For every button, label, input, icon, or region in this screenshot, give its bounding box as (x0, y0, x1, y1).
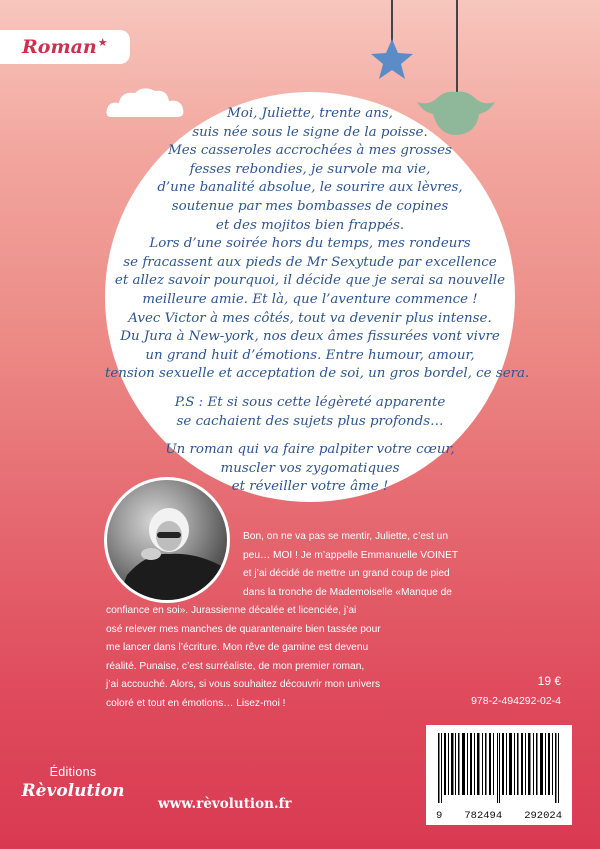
blurb-line: Lors d’une soirée hors du temps, mes rondeurs (149, 236, 471, 252)
ps-line: se cachaient des sujets plus profonds… (176, 413, 444, 429)
barcode-bars (436, 733, 562, 803)
closing-line: muscler vos zygomatiques (220, 460, 400, 476)
genre-tag (0, 30, 130, 64)
author-silhouette-icon (107, 480, 227, 600)
barcode-digits (436, 810, 562, 822)
blurb-line: meilleure amie. Et là, que l’aventure commence ! (142, 291, 478, 307)
star-icon: ★ (97, 36, 108, 49)
genre-label: Roman (22, 36, 97, 58)
blurb-line: Moi, Juliette, trente ans, (227, 106, 393, 121)
closing-line: et réveiller votre âme ! (231, 479, 389, 495)
blurb-line: tension sexuelle et acceptation de soi, un gros bordel, ce sera. (105, 366, 530, 382)
bio-line: coloré et tout en émotions… Lisez-moi ! (106, 697, 286, 709)
bio-line: j’ai accouché. Alors, si vous souhaitez découvrir mon univers (106, 679, 381, 690)
blurb-line: fesses rebondies, je survole ma vie, (189, 161, 431, 177)
bio-line: peu… MOI ! Je m’appelle Emmanuelle VOINET (243, 549, 459, 561)
ps-line: P.S : Et si sous cette légèreté apparente (174, 394, 446, 410)
isbn: 978-2-494292-02-4 (471, 695, 561, 707)
author-photo (104, 477, 230, 603)
blurb-line: Avec Victor à mes côtés, tout va devenir plus intense. (128, 310, 492, 326)
bio-line: Bon, on ne va pas se mentir, Juliette, c’est un (243, 531, 448, 542)
blurb-line: et des mojitos bien frappés. (215, 217, 405, 233)
bio-line: et j’ai décidé de mettre un grand coup de pied (243, 568, 450, 579)
blurb-line: Mes casseroles accrochées à mes grosses (168, 143, 452, 159)
mobile-string (456, 0, 458, 92)
closing-line: Un roman qui va faire palpiter votre cœur, (165, 442, 455, 458)
blurb-line: soutenue par mes bombasses de copines (171, 198, 449, 214)
blurb-line: d’une banalité absolue, le sourire aux lèvres, (157, 180, 463, 196)
website-url[interactable]: www.rèvolution.fr (158, 796, 292, 812)
bio-line: confiance en soi». Jurassienne décalée et licenciée, j’ai (106, 605, 357, 616)
bio-line: me lancer dans l’écriture. Mon rêve de gamine est devenu (106, 642, 369, 653)
barcode-digit-group: 9 (436, 810, 443, 822)
blurb-line: se fracassent aux pieds de Mr Sexytude par excellence (123, 254, 497, 270)
bio-line: réalité. Punaise, c’est surréaliste, de mon premier roman, (106, 660, 365, 672)
publisher-logo-top: Éditions (49, 765, 97, 779)
hanging-star-icon (370, 38, 414, 80)
publisher-logo (18, 765, 128, 825)
blurb-line: et allez savoir pourquoi, il décide que je serai sa nouvelle (114, 273, 506, 289)
publisher-logo-name: Rèvolution (21, 781, 125, 801)
price: 19 € (537, 674, 561, 688)
author-bio (106, 528, 561, 713)
barcode-digit-group: 782494 (464, 810, 503, 822)
blurb-text (105, 105, 530, 497)
blurb-line: suis née sous le signe de la poisse. (192, 124, 428, 140)
barcode-digit-group: 292024 (524, 810, 562, 822)
bio-line: osé relever mes manches de quarantenaire bien tassée pour (106, 623, 381, 635)
blurb-line: Du Jura à New-york, nos deux âmes fissurées vont vivre (120, 329, 500, 345)
blurb-line: un grand huit d’émotions. Entre humour, amour, (145, 347, 475, 363)
bio-line: dans la tronche de Mademoiselle «Manque de (243, 586, 452, 598)
barcode (426, 725, 572, 825)
